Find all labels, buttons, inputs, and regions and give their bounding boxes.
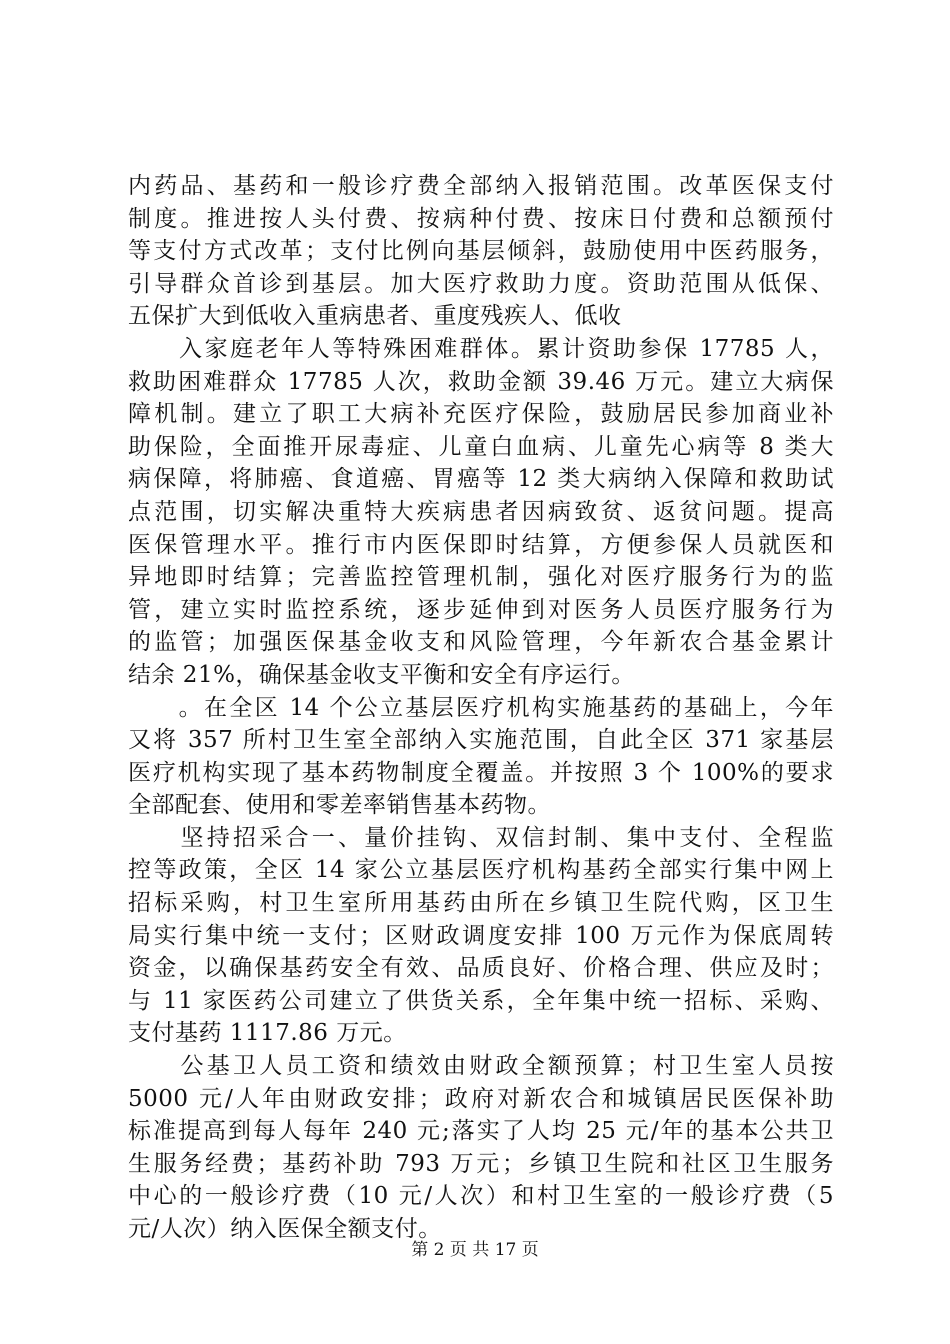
text-line: 支付基药 1117.86 万元。	[128, 1020, 407, 1047]
text-line: 病保障，将肺癌、食道癌、胃癌等 12 类大病纳入保障和救助试	[128, 466, 834, 493]
text-line: 等支付方式改革；支付比例向基层倾斜，鼓励使用中医药服务，	[128, 238, 834, 265]
text-line: 内药品、基药和一般诊疗费全部纳入报销范围。改革医保支付	[128, 173, 834, 199]
text-line: 标准提高到每人每年 240 元;落实了人均 25 元/年的基本公共卫	[128, 1118, 834, 1145]
text-line: 招标采购，村卫生室所用基药由所在乡镇卫生院代购，区卫生	[128, 890, 834, 917]
text-line: 又将 357 所村卫生室全部纳入实施范围，自此全区 371 家基层	[128, 727, 834, 754]
text-line: 中心的一般诊疗费（10 元/人次）和村卫生室的一般诊疗费（5	[128, 1183, 834, 1210]
text-line: 5000 元/人年由财政安排；政府对新农合和城镇居民医保补助	[128, 1085, 834, 1112]
page-number-label: 第 2 页 共 17 页	[411, 1240, 539, 1260]
text-line: 五保扩大到低收入重病患者、重度残疾人、低收	[128, 303, 622, 330]
text-line: 入家庭老年人等特殊困难群体。累计资助参保 17785 人，	[128, 335, 834, 362]
text-line: 的监管；加强医保基金收支和风险管理，今年新农合基金累计	[128, 629, 834, 656]
text-line: 。在全区 14 个公立基层医疗机构实施基药的基础上，今年	[128, 694, 834, 721]
text-line: 异地即时结算；完善监控管理机制，强化对医疗服务行为的监	[128, 564, 834, 591]
text-line: 救助困难群众 17785 人次，救助金额 39.46 万元。建立大病保	[128, 368, 834, 395]
page-footer	[0, 1238, 950, 1262]
text-line: 助保险，全面推开尿毒症、儿童白血病、儿童先心病等 8 类大	[128, 433, 834, 460]
text-line: 点范围，切实解决重特大疾病患者因病致贫、返贫问题。提高	[128, 498, 834, 525]
text-line: 坚持招采合一、量价挂钩、双信封制、集中支付、全程监	[128, 824, 834, 851]
text-line: 医保管理水平。推行市内医保即时结算，方便参保人员就医和	[128, 531, 834, 558]
text-line: 结余 21%，确保基金收支平衡和安全有序运行。	[128, 661, 635, 688]
text-line: 与 11 家医药公司建立了供货关系，全年集中统一招标、采购、	[128, 987, 834, 1014]
text-line: 全部配套、使用和零差率销售基本药物。	[128, 792, 551, 819]
text-line: 元/人次）纳入医保全额支付。	[128, 1216, 442, 1242]
text-line: 医疗机构实现了基本药物制度全覆盖。并按照 3 个 100%的要求	[128, 759, 834, 786]
text-line: 引导群众首诊到基层。加大医疗救助力度。资助范围从低保、	[128, 270, 834, 297]
document-body	[128, 170, 834, 1246]
text-line: 公基卫人员工资和绩效由财政全额预算；村卫生室人员按	[128, 1053, 834, 1080]
text-line: 障机制。建立了职工大病补充医疗保险，鼓励居民参加商业补	[128, 401, 834, 428]
text-line: 资金，以确保基药安全有效、品质良好、价格合理、供应及时；	[128, 955, 834, 982]
text-line: 生服务经费；基药补助 793 万元；乡镇卫生院和社区卫生服务	[128, 1150, 834, 1177]
text-line: 控等政策，全区 14 家公立基层医疗机构基药全部实行集中网上	[128, 857, 834, 884]
text-line: 局实行集中统一支付；区财政调度安排 100 万元作为保底周转	[128, 922, 834, 949]
text-line: 制度。推进按人头付费、按病种付费、按床日付费和总额预付	[128, 205, 834, 232]
text-line: 管，建立实时监控系统，逐步延伸到对医务人员医疗服务行为	[128, 596, 834, 623]
